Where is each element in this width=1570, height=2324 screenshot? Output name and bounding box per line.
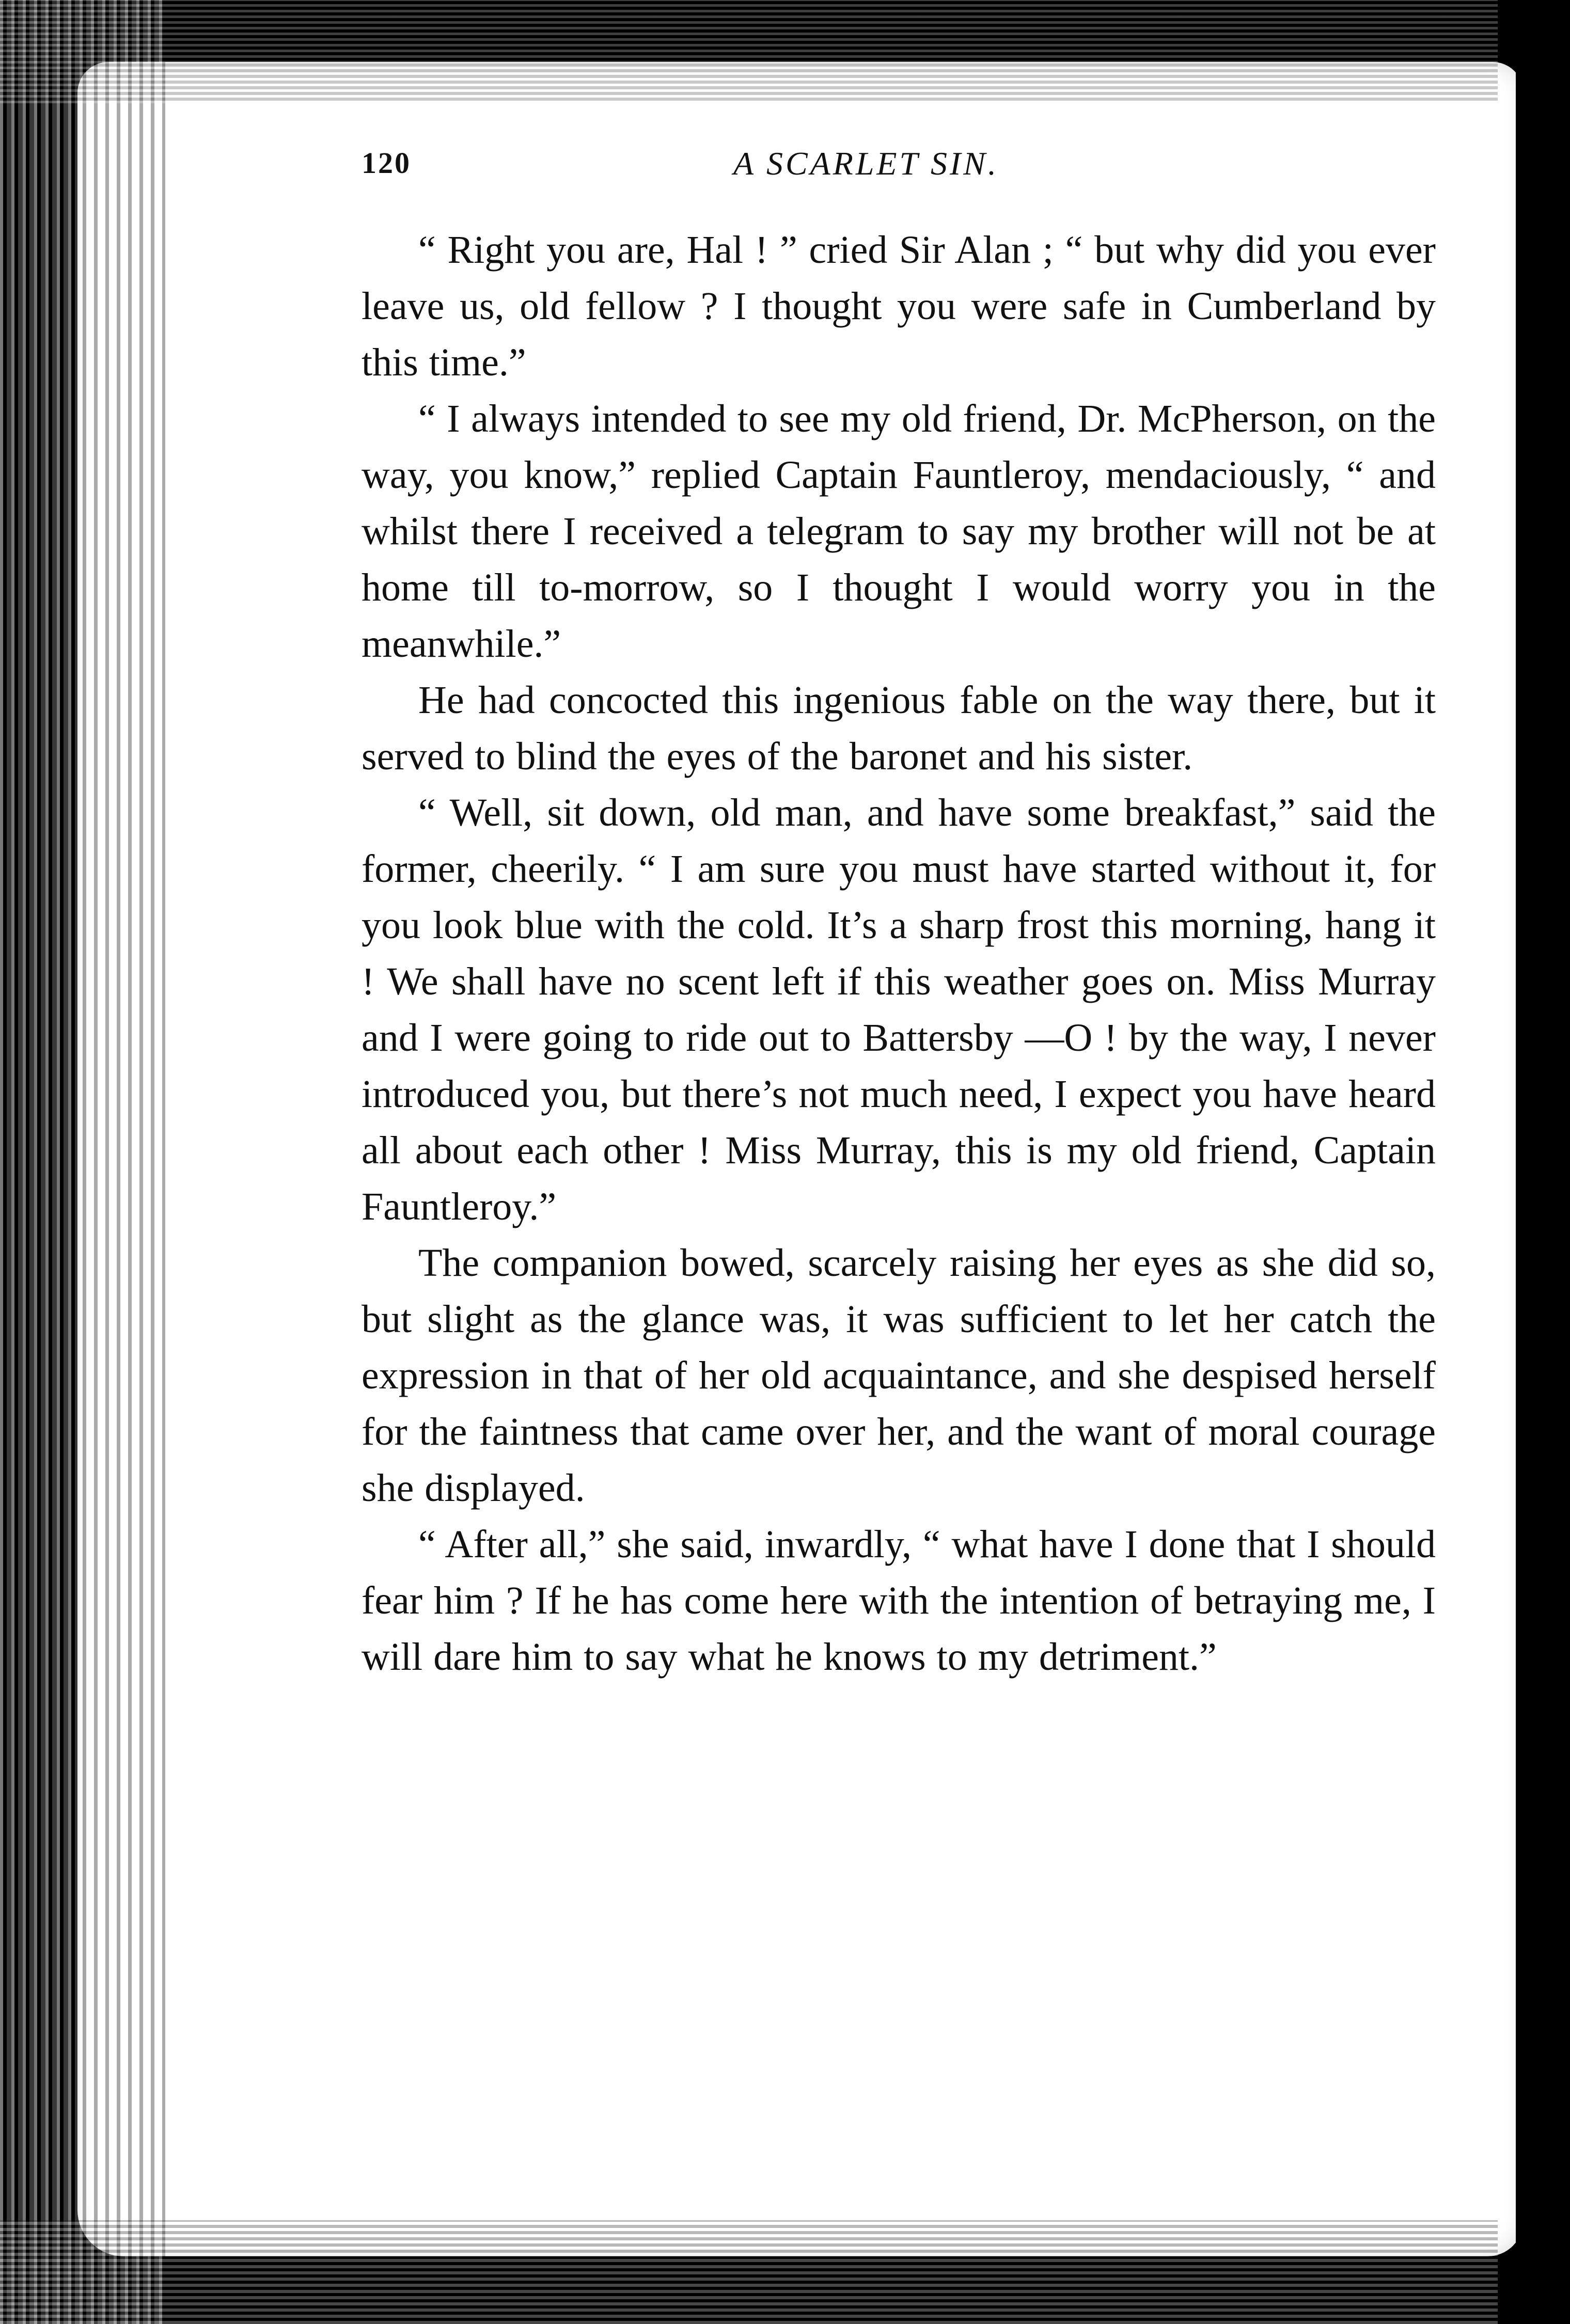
paragraph-3: He had concocted this ingenious fable on the way there, but it served to blind the eyes of the baronet and his sister. — [362, 678, 1436, 778]
top-edge-scan-noise — [0, 0, 1498, 103]
paragraph-2: “ I always intended to see my old friend, Dr. McPherson, on the way, you know,” replied Captain Fauntleroy, mendaciously, “ and whilst there I received a telegram to say my brother will not be at home till to-morrow, so I thought I would worry you in the meanwhile.” — [362, 397, 1436, 666]
paragraph-6: “ After all,” she said, inwardly, “ what have I done that I should fear him ? If he has come here with the intention of betraying me, I will dare him to say what he knows to my detriment.” — [362, 1523, 1436, 1679]
page-number: 120 — [362, 146, 411, 180]
left-edge-scan-noise — [0, 0, 165, 2324]
right-edge-shadow — [1516, 0, 1570, 2324]
paragraph-5: The companion bowed, scarcely raising her eyes as she did so, but slight as the glance was, it was sufficient to let her catch the expression in that of her old acquaintance, and she despised herself for the faintness that came over her, and the want of moral courage she displayed. — [362, 1241, 1436, 1510]
running-title: A SCARLET SIN. — [733, 145, 999, 182]
body-text — [362, 222, 1436, 1685]
paragraph-4: “ Well, sit down, old man, and have some breakfast,” said the former, cheerily. “ I am sure you must have started without it, for you look blue with the cold. It’s a sharp frost this morning, hang it ! We shall have no scent left if this weather goes on. Miss Murray and I were going to ride out to Battersby —O ! by the way, I never introduced you, but there’s not much need, I expect you have heard all about each other ! Miss Murray, this is my old friend, Captain Fauntleroy.” — [362, 791, 1436, 1228]
paragraph-1: “ Right you are, Hal ! ” cried Sir Alan ; “ but why did you ever leave us, old fellow ? I thought you were safe in Cumberland by this time.” — [362, 228, 1436, 384]
bottom-edge-scan-noise — [0, 2220, 1498, 2324]
